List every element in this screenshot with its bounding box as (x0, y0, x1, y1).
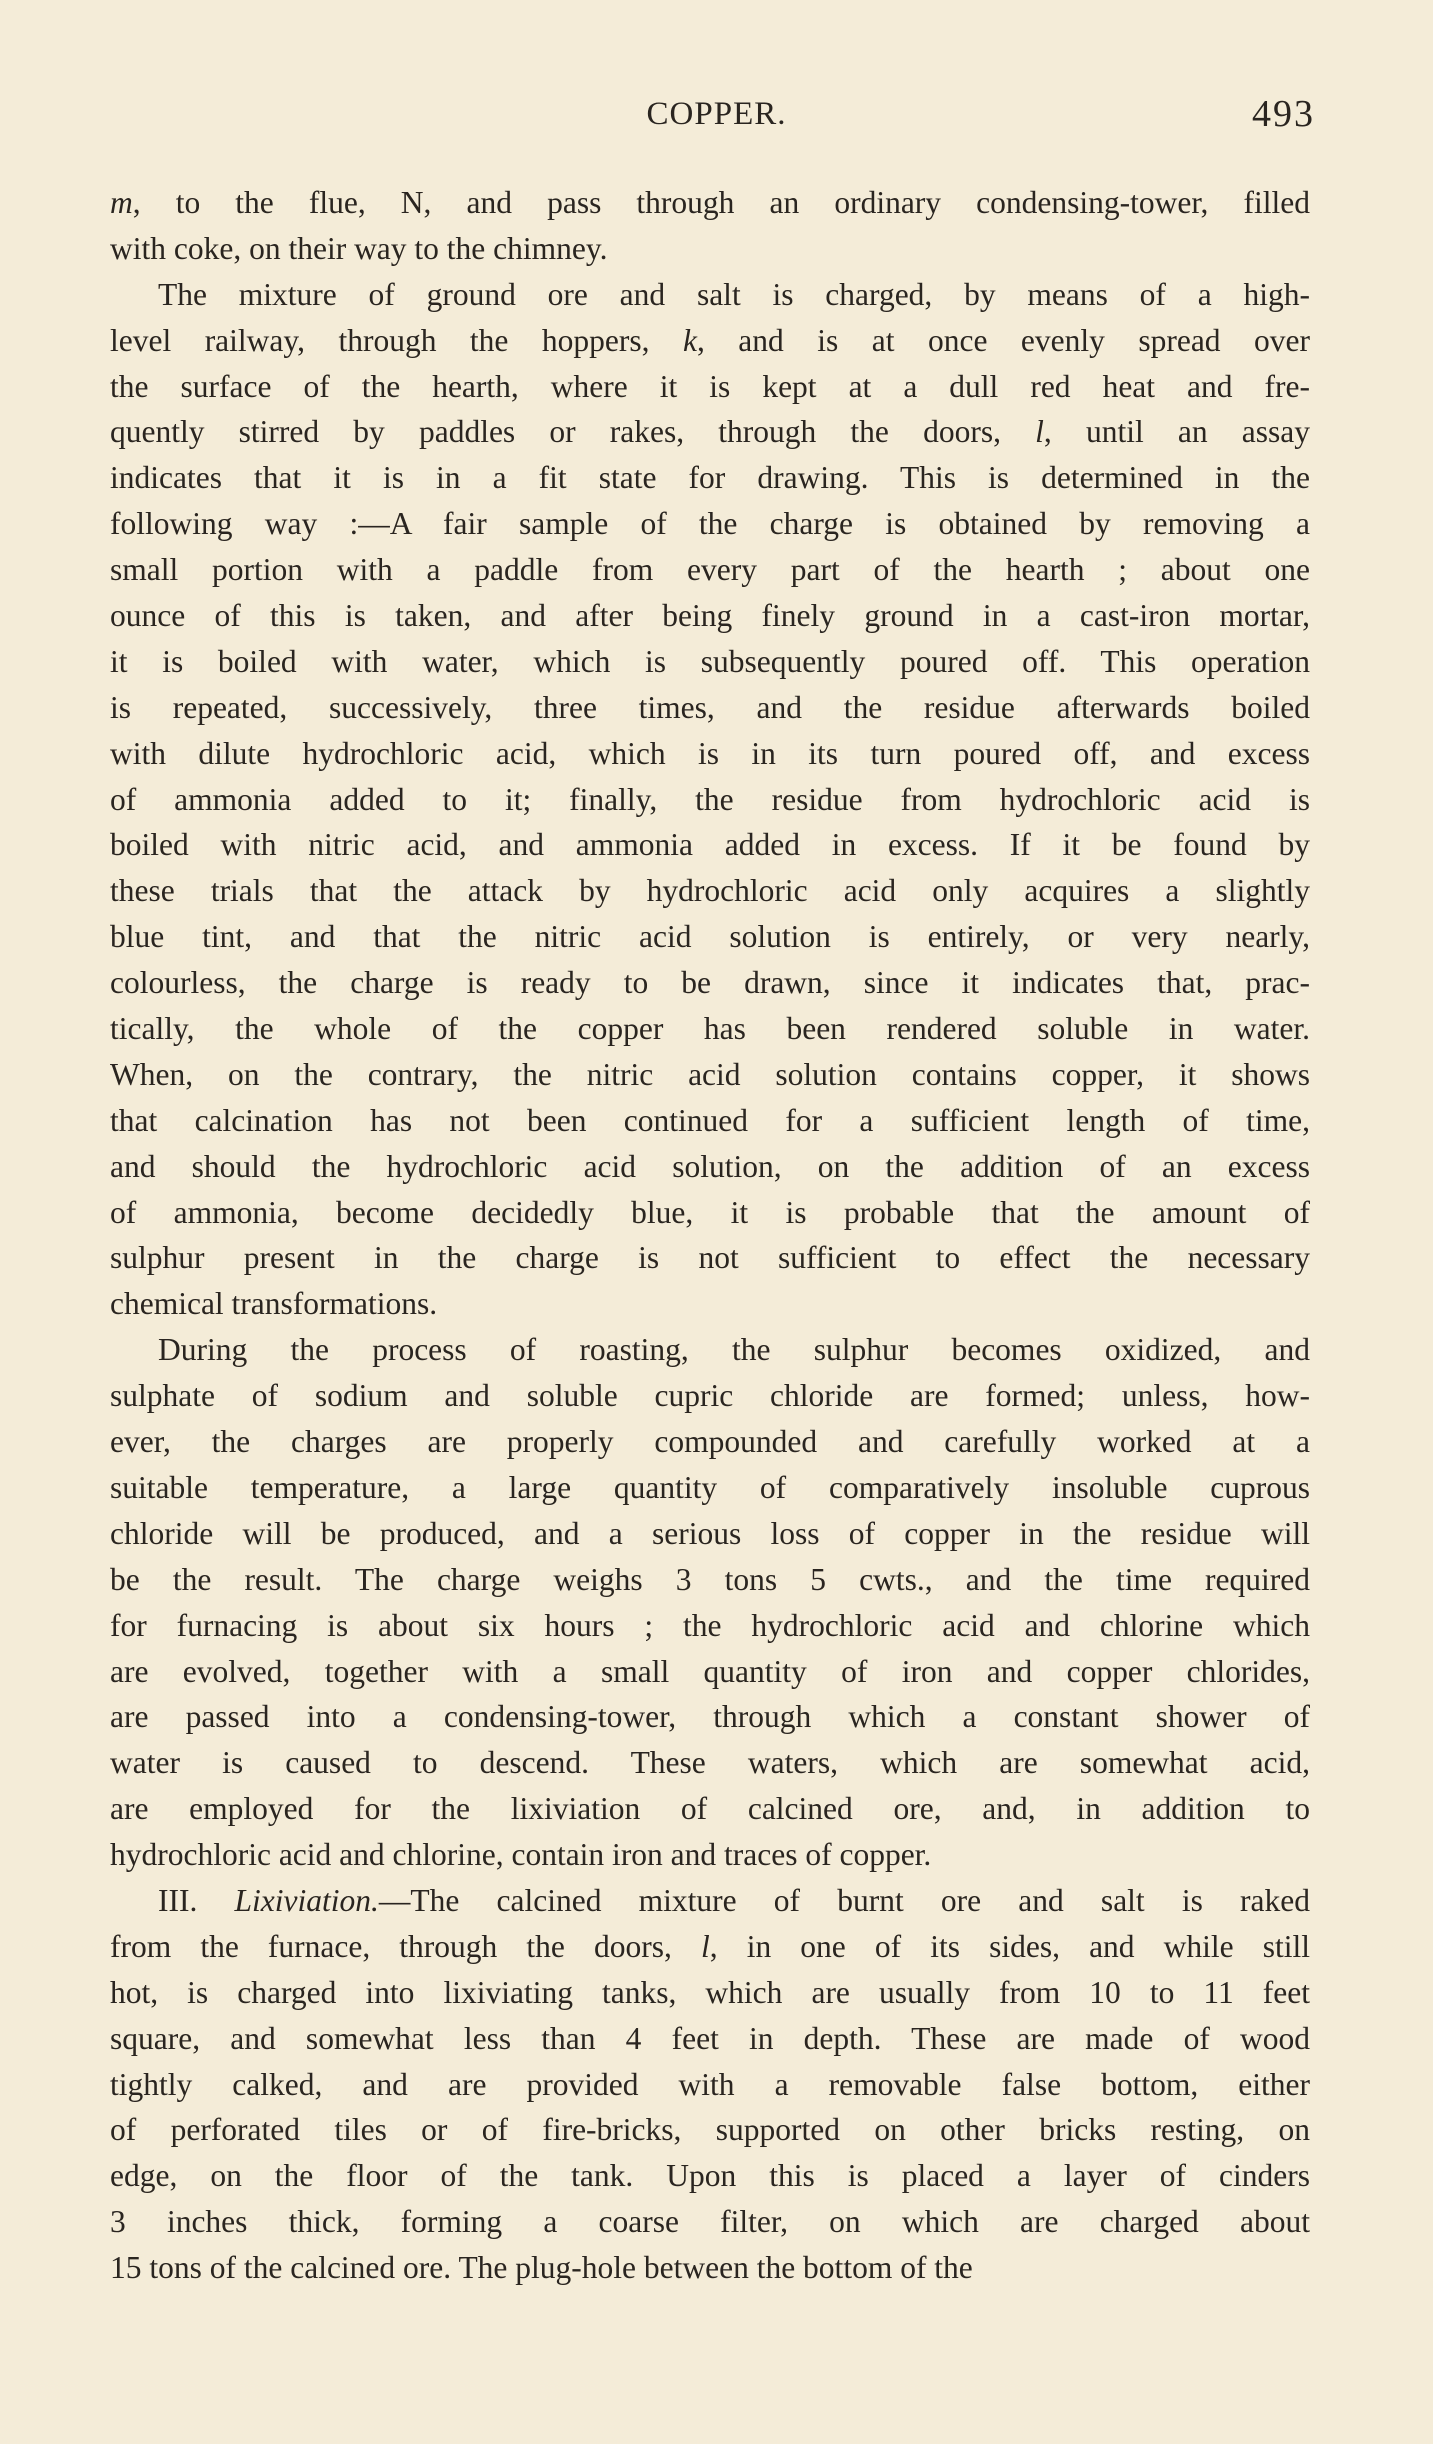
text-line (110, 822, 1310, 868)
text-run: hot, is charged into lixiviating tanks, which are usually from 10 to 11 feet (110, 1974, 1310, 2010)
text-run: and should the hydrochloric acid solution, on the addition of an excess (110, 1148, 1310, 1184)
italic-text: k (682, 322, 697, 358)
text-line (110, 593, 1310, 639)
text-run: of perforated tiles or of fire-bricks, supported on other bricks resting, on (110, 2112, 1310, 2148)
text-run: be the result. The charge weighs 3 tons 5 cwts., and the time required (110, 1561, 1310, 1597)
text-line (110, 960, 1310, 1006)
text-line (110, 1740, 1310, 1786)
text-run: III. (158, 1882, 235, 1918)
text-line (110, 1649, 1310, 1695)
text-line (110, 501, 1310, 547)
text-run: ever, the charges are properly compounded and carefully worked at a (110, 1424, 1310, 1460)
text-line (110, 1281, 1310, 1327)
text-run: , and is at once evenly spread over (696, 322, 1310, 358)
text-run: During the process of roasting, the sulphur becomes oxidized, and (158, 1332, 1310, 1368)
text-line (110, 364, 1310, 410)
text-line (110, 1465, 1310, 1511)
text-line (110, 1603, 1310, 1649)
text-run: , until an assay (1043, 414, 1311, 450)
text-run: indicates that it is in a fit state for drawing. This is determined in the (110, 460, 1310, 496)
text-line (110, 2199, 1310, 2245)
text-line (110, 547, 1310, 593)
text-line (110, 1694, 1310, 1740)
text-line (110, 180, 1310, 226)
text-line (110, 1786, 1310, 1832)
italic-text: Lixiviation. (234, 1882, 379, 1918)
text-run: boiled with nitric acid, and ammonia added in excess. If it be found by (110, 827, 1310, 863)
text-line (110, 1327, 1310, 1373)
text-run: following way :—A fair sample of the charge is obtained by removing a (110, 506, 1310, 542)
text-run: chemical transformations. (110, 1286, 438, 1322)
text-line (110, 1557, 1310, 1603)
text-run: level railway, through the hoppers, (110, 322, 683, 358)
text-line (110, 2016, 1310, 2062)
italic-text: l (1035, 414, 1044, 450)
page-number: 493 (1252, 93, 1315, 135)
text-run: chloride will be produced, and a serious loss of copper in the residue will (110, 1515, 1310, 1551)
text-run: water is caused to descend. These waters, which are somewhat acid, (110, 1745, 1310, 1781)
italic-text: m (110, 185, 133, 220)
text-line (110, 272, 1310, 318)
text-line (110, 1832, 1310, 1878)
text-run: colourless, the charge is ready to be drawn, since it indicates that, prac- (110, 965, 1310, 1001)
text-run: is repeated, successively, three times, and the residue afterwards boiled (110, 689, 1310, 725)
body-text (110, 180, 1310, 2291)
text-run: The mixture of ground ore and salt is charged, by means of a high- (158, 276, 1310, 312)
text-run: are employed for the lixiviation of calcined ore, and, in addition to (110, 1791, 1310, 1827)
italic-text: l (700, 1928, 710, 1964)
text-line (110, 1419, 1310, 1465)
text-line (110, 1190, 1310, 1236)
text-run: that calcination has not been continued for a sufficient length of time, (110, 1102, 1310, 1138)
running-head (0, 93, 1433, 146)
text-run: from the furnace, through the doors, (110, 1928, 701, 1964)
text-line (110, 1511, 1310, 1557)
text-line (110, 1878, 1310, 1924)
text-line (110, 1052, 1310, 1098)
text-line (110, 409, 1310, 455)
text-line (110, 1006, 1310, 1052)
paragraph (110, 180, 1310, 272)
text-run: When, on the contrary, the nitric acid solution contains copper, it shows (110, 1056, 1310, 1092)
text-run: 15 tons of the calcined ore. The plug-hole between the bottom of the (110, 2250, 973, 2286)
text-run: tically, the whole of the copper has been rendered soluble in water. (110, 1011, 1310, 1047)
text-line (110, 868, 1310, 914)
text-run: blue tint, and that the nitric acid solution is entirely, or very nearly, (110, 919, 1310, 955)
text-line (110, 639, 1310, 685)
text-run: with dilute hydrochloric acid, which is in its turn poured off, and excess (110, 735, 1310, 771)
text-run: ounce of this is taken, and after being finely ground in a cast-iron mortar, (110, 598, 1310, 634)
text-run: sulphur present in the charge is not sufficient to effect the necessary (110, 1240, 1310, 1276)
text-run: hydrochloric acid and chlorine, contain iron and traces of copper. (110, 1837, 932, 1873)
text-line (110, 914, 1310, 960)
text-run: , in one of its sides, and while still (709, 1928, 1310, 1964)
running-title: COPPER. (646, 96, 787, 132)
text-run: , to the flue, N, and pass through an ordinary condensing-tower, filled (132, 185, 1310, 220)
text-run: —The calcined mixture of burnt ore and salt is raked (378, 1882, 1310, 1918)
text-line (110, 318, 1310, 364)
text-line (110, 1235, 1310, 1281)
text-line (110, 1924, 1310, 1970)
text-run: of ammonia, become decidedly blue, it is probable that the amount of (110, 1194, 1310, 1230)
text-line (110, 2153, 1310, 2199)
text-run: with coke, on their way to the chimney. (110, 230, 608, 266)
text-run: of ammonia added to it; finally, the residue from hydrochloric acid is (110, 781, 1310, 817)
text-line (110, 226, 1310, 272)
text-line (110, 777, 1310, 823)
text-run: quently stirred by paddles or rakes, through the doors, (110, 414, 1036, 450)
text-line (110, 1144, 1310, 1190)
text-run: for furnacing is about six hours ; the hydrochloric acid and chlorine which (110, 1607, 1310, 1643)
text-run: tightly calked, and are provided with a removable false bottom, either (110, 2066, 1310, 2102)
text-run: these trials that the attack by hydrochloric acid only acquires a slightly (110, 873, 1310, 909)
text-run: are evolved, together with a small quantity of iron and copper chlorides, (110, 1653, 1310, 1689)
text-run: 3 inches thick, forming a coarse filter, on which are charged about (110, 2204, 1310, 2240)
paragraph (110, 272, 1310, 1327)
text-line (110, 2107, 1310, 2153)
text-run: are passed into a condensing-tower, through which a constant shower of (110, 1699, 1310, 1735)
text-line (110, 1098, 1310, 1144)
text-line (110, 2245, 1310, 2291)
paragraph (110, 1327, 1310, 1878)
text-line (110, 731, 1310, 777)
text-line (110, 455, 1310, 501)
text-run: the surface of the hearth, where it is kept at a dull red heat and fre- (110, 368, 1310, 404)
text-run: edge, on the floor of the tank. Upon this is placed a layer of cinders (110, 2158, 1310, 2194)
text-run: square, and somewhat less than 4 feet in depth. These are made of wood (110, 2020, 1310, 2056)
paragraph (110, 1878, 1310, 2291)
text-run: it is boiled with water, which is subsequently poured off. This operation (110, 643, 1310, 679)
text-line (110, 685, 1310, 731)
text-run: small portion with a paddle from every part of the hearth ; about one (110, 552, 1310, 588)
text-line (110, 1970, 1310, 2016)
text-run: sulphate of sodium and soluble cupric chloride are formed; unless, how- (110, 1378, 1310, 1414)
text-line (110, 1373, 1310, 1419)
text-line (110, 2062, 1310, 2108)
text-run: suitable temperature, a large quantity of comparatively insoluble cuprous (110, 1469, 1310, 1505)
